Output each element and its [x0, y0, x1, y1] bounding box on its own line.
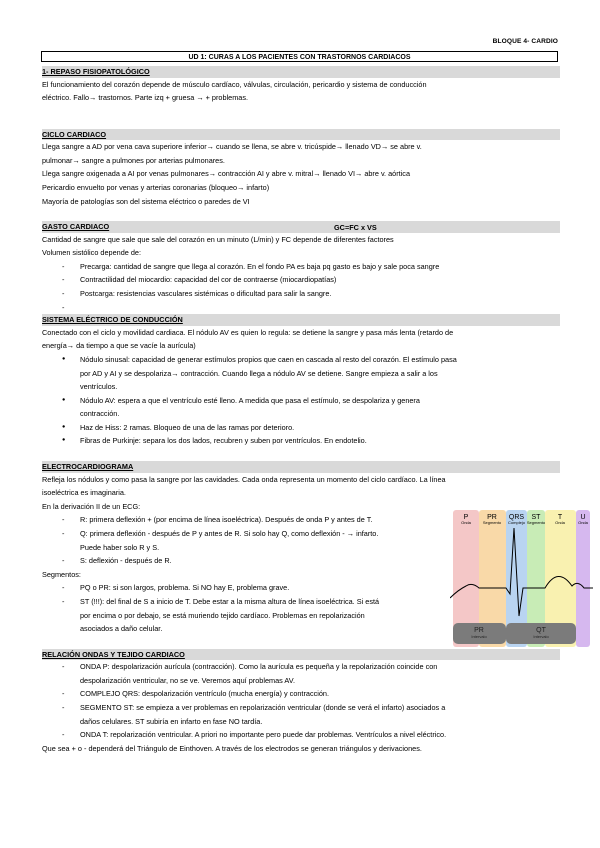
paragraph: El funcionamiento del corazón depende de músculo cardíaco, válvulas, circulación, pericardio y sistema de conducción	[42, 79, 427, 89]
list-item-line: ventrículos.	[80, 382, 118, 392]
band-label-pr: PR	[487, 514, 497, 521]
paragraph: energía→ da tiempo a que se vacíe la aurícula)	[42, 341, 196, 351]
interval-sub-qt: Intervalo	[533, 634, 549, 639]
relacion-list	[42, 660, 560, 742]
list-item-line: ONDA P: despolarización aurícula (contracción). Como la aurícula es pequeña y la repolarización coincide con	[80, 662, 438, 672]
gasto-title-row	[42, 221, 560, 233]
list-item	[42, 394, 560, 421]
document-body	[42, 66, 560, 755]
section-title-ciclo: CICLO CARDIACO	[42, 129, 560, 141]
paragraph: isoeléctrica es imaginaria.	[42, 488, 126, 498]
band-sub-pr: Segmento	[482, 520, 502, 525]
section-title-relacion: RELACIÓN ONDAS Y TEJIDO CARDIACO	[42, 649, 560, 661]
bloque-header: BLOQUE 4- CARDIO	[492, 38, 558, 45]
section-title-gasto: GASTO CARDIACO	[42, 221, 560, 233]
paragraph: Refleja los nódulos y como pasa la sangre por las cavidades. Cada onda representa un momento del ciclo cardíaco. La línea	[42, 474, 446, 484]
band-label-p: P	[463, 514, 469, 521]
band-sub-qrs: Complejo	[508, 520, 525, 525]
list-item: ● Fibras de Purkinje: separa los dos lados, recubren y suben por ventrículos. En endotelio.	[42, 434, 560, 448]
band-u	[576, 510, 590, 647]
sistema-list	[42, 353, 560, 448]
list-item-line: ST (!!!): del final de S a inicio de T. Debe estar a la misma altura de línea isoeléctrica. Si está	[80, 596, 380, 606]
list-item-line: despolarización ventricular, no se ve. Veremos aquí problemas AV.	[80, 675, 295, 685]
list-item: - Postcarga: resistencias vasculares sistémicas o dificultad para salir la sangre.	[42, 287, 560, 301]
paragraph: Volumen sistólico depende de:	[42, 248, 141, 258]
band-label-qrs: QRS	[508, 514, 525, 521]
interval-label-pr: PR	[474, 627, 484, 634]
band-sub-u: Onda	[578, 520, 588, 525]
list-item	[42, 701, 560, 728]
list-item: - Precarga: cantidad de sangre que llega al corazón. En el fondo PA es baja pq gasto es bajo y sale poca sangre	[42, 260, 560, 274]
list-item-line: daños celulares. ST subiría en infarto en fase NO tardía.	[80, 716, 263, 726]
unit-title-box: UD 1: CURAS A LOS PACIENTES CON TRASTORNOS CARDIACOS	[41, 51, 558, 62]
paragraph: eléctrico. Fallo→ trastornos. Parte izq + gruesa → + problemas.	[42, 93, 249, 103]
list-item-line: por AD y AI y se despolariza→ contracción. Cuando llega a nódulo AV se detiene. Sangre empieza a salir a los	[80, 368, 438, 378]
list-item-line: Nódulo AV: espera a que el ventrículo esté lleno. A medida que pasa el estímulo, se despolariza y genera	[80, 395, 420, 405]
list-item-line: Nódulo sinusal: capacidad de generar estímulos propios que caen en cascada al resto del corazón. El estímulo pasa	[80, 354, 457, 364]
list-item: - Contractilidad del miocardio: capacidad del cor de contraerse (miocardiopatías)	[42, 273, 560, 287]
paragraph: Llega sangre a AD por vena cava superiore inferior→ cuando se llena, se abre v. tricúspide→ llenado VD→ se abre v.	[42, 142, 422, 152]
section-title-ecg: ELECTROCARDIOGRAMA	[42, 461, 560, 473]
paragraph: pulmonar→ sangre a pulmones por arterias pulmonares.	[42, 155, 225, 165]
band-sub-st: Segmento	[526, 520, 546, 525]
band-label-st: ST	[531, 514, 541, 521]
list-item: - ONDA T: repolarización ventricular. A priori no importante pero puede dar problemas. Ventrículos a nivel eléctrico.	[42, 728, 560, 742]
list-item: ● Haz de Hiss: 2 ramas. Bloqueo de una de las ramas por deterioro.	[42, 421, 560, 435]
gasto-list	[42, 260, 560, 314]
band-label-t: T	[557, 514, 563, 521]
paragraph: Conectado con el ciclo y movilidad cardiaca. El nódulo AV es quien lo regula: se detiene la sangre y pasa más lenta (retardo de	[42, 327, 454, 337]
list-item	[42, 660, 560, 687]
paragraph: Cantidad de sangre que sale que sale del corazón en un minuto (L/min) y FC depende de diferentes factores	[42, 234, 394, 244]
interval-sub-pr: Intervalo	[471, 634, 487, 639]
band-sub-p: Onda	[461, 520, 471, 525]
list-item: - PQ o PR: si son largos, problema. Si NO hay E, problema grave.	[42, 581, 560, 595]
paragraph: Llega sangre oxigenada a AI por venas pulmonares→ contracción AI y abre v. mitral→ llenado VI→ abre v. aórtica	[42, 169, 411, 179]
list-item: - R: primera deflexión + (por encima de línea isoeléctrica). Después de onda P y antes de T.	[42, 513, 560, 527]
list-item-line: Puede haber solo R y S.	[80, 542, 160, 552]
list-item	[42, 301, 560, 315]
paragraph: Pericardio envuelto por venas y arterias coronarias (bloqueo→ infarto)	[42, 182, 270, 192]
gasto-formula: GC=FC x VS	[334, 223, 377, 233]
paragraph: Segmentos:	[42, 569, 81, 579]
paragraph: Que sea + o - dependerá del Triángulo de Einthoven. A través de los electrodos se generan triángulos y derivaciones.	[42, 743, 422, 753]
list-item	[42, 353, 560, 394]
interval-label-qt: QT	[536, 627, 546, 634]
list-item: - S: deflexión - después de R.	[42, 554, 560, 568]
band-label-u: U	[580, 514, 586, 521]
paragraph: En la derivación II de un ECG:	[42, 501, 141, 511]
ecg-diagram	[450, 510, 593, 647]
list-item-line: por encima o por debajo, se está muriendo tejido cardíaco. Problemas en repolarización	[80, 610, 365, 620]
list-item-line: SEGMENTO ST: se empieza a ver problemas en repolarización ventricular (donde se verá el infarto) asociados a	[80, 702, 446, 712]
list-item-line: contracción.	[80, 409, 120, 419]
list-item-line: asociados a daño celular.	[80, 624, 163, 634]
band-sub-t: Onda	[555, 520, 565, 525]
list-item-line: Q: primera deflexión - después de P y antes de R. Si solo hay Q, como deflexión - → infarto.	[80, 528, 379, 538]
paragraph: Mayoría de patologías son del sistema eléctrico o paredes de VI	[42, 196, 250, 206]
section-title-repaso: 1- REPASO FISIOPATOLÓGICO	[42, 66, 560, 78]
section-title-sistema: SISTEMA ELÉCTRICO DE CONDUCCIÓN	[42, 314, 560, 326]
list-item: - COMPLEJO QRS: despolarización ventrículo (mucha energía) y contracción.	[42, 687, 560, 701]
